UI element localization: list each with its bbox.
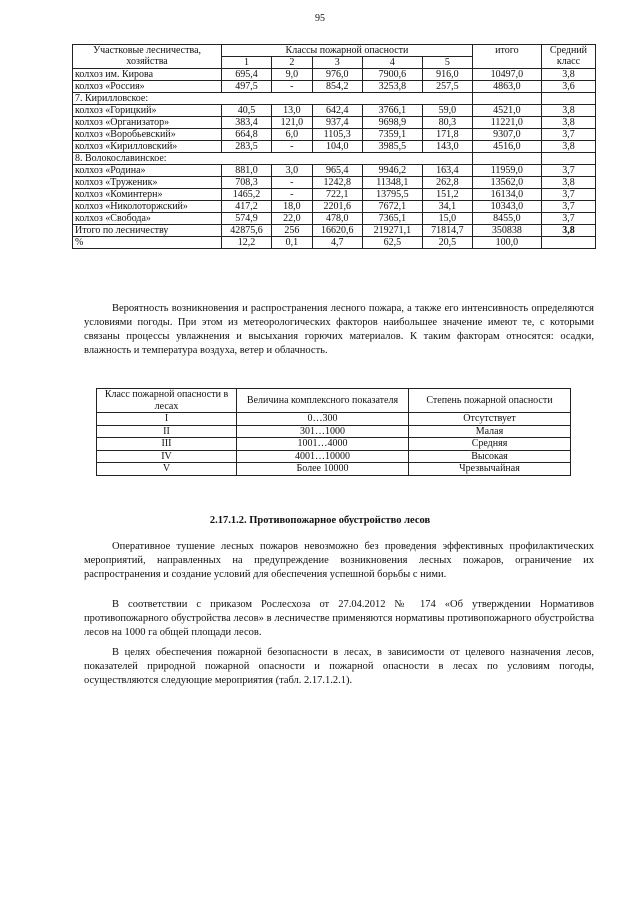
table-row — [73, 189, 596, 201]
section-label: 8. Волокославинское: — [73, 153, 473, 165]
paragraph-measures: В целях обеспечения пожарной безопасности в лесах, в зависимости от целевого назначения лесов, показателей природной пожарной опасности и пожарной опасности в лесах по условиям погоды, осуществляются следующие мероприятия (табл. 2.17.1.2.1). — [84, 647, 594, 686]
section-row — [73, 93, 596, 105]
table-cell: 0…300 — [237, 413, 409, 426]
row-label: колхоз «Горицкий» — [73, 105, 222, 117]
row-label: колхоз «Свобода» — [73, 213, 222, 225]
row-label: колхоз «Николоторжский» — [73, 201, 222, 213]
table-row — [73, 129, 596, 141]
section-heading: 2.17.1.2. Противопожарное обустройство лесов — [209, 515, 431, 526]
table-cell: 13795,5 — [362, 189, 423, 201]
table-cell: 7900,6 — [362, 69, 423, 81]
table-cell: 3,8 — [541, 225, 595, 237]
table-cell: 1105,3 — [312, 129, 362, 141]
table-cell: 497,5 — [222, 81, 272, 93]
table-cell: 417,2 — [222, 201, 272, 213]
table-cell: 80,3 — [423, 117, 473, 129]
table-cell: 976,0 — [312, 69, 362, 81]
empty-cell — [472, 93, 541, 105]
table-cell: 219271,1 — [362, 225, 423, 237]
paragraph-prevention: Оперативное тушение лесных пожаров невозможно без проведения эффективных профилактических мероприятий, направленных на предупреждение возникновения лесных пожаров, ограничение их распространения и создание условий для обеспечения успешной борьбы с ними. — [84, 541, 594, 580]
fire-class-scale-table — [96, 388, 571, 476]
table-row — [73, 141, 596, 153]
table-row — [73, 237, 596, 249]
table-row — [73, 165, 596, 177]
table-cell: 6,0 — [271, 129, 312, 141]
table-cell: 1242,8 — [312, 177, 362, 189]
table-cell: 7365,1 — [362, 213, 423, 225]
table-cell: - — [271, 141, 312, 153]
table-row — [97, 425, 571, 438]
table-row — [97, 450, 571, 463]
table-row — [97, 463, 571, 476]
row-label: Итого по лесничеству — [73, 225, 222, 237]
section-label: 7. Кирилловское: — [73, 93, 473, 105]
table-cell: - — [271, 81, 312, 93]
table-cell: 3,0 — [271, 165, 312, 177]
table-cell: 143,0 — [423, 141, 473, 153]
table-cell: 18,0 — [271, 201, 312, 213]
table-cell: 664,8 — [222, 129, 272, 141]
table-cell: 163,4 — [423, 165, 473, 177]
table-cell: 695,4 — [222, 69, 272, 81]
table-cell: 965,4 — [312, 165, 362, 177]
row-label: % — [73, 237, 222, 249]
table-cell: Малая — [409, 425, 571, 438]
table-cell: 3,7 — [541, 213, 595, 225]
table-cell: 708,3 — [222, 177, 272, 189]
header-class-5: 5 — [423, 57, 473, 69]
header-classes: Классы пожарной опасности — [222, 45, 473, 57]
table-cell: IV — [97, 450, 237, 463]
table-cell: 10497,0 — [472, 69, 541, 81]
row-label: колхоз «Кирилловский» — [73, 141, 222, 153]
table-cell: 642,4 — [312, 105, 362, 117]
table-cell: 3985,5 — [362, 141, 423, 153]
table-cell: 9946,2 — [362, 165, 423, 177]
table-cell: 3,8 — [541, 177, 595, 189]
table-cell: 11348,1 — [362, 177, 423, 189]
row-label: колхоз «Коминтерн» — [73, 189, 222, 201]
table-cell: III — [97, 438, 237, 451]
table-cell: 1465,2 — [222, 189, 272, 201]
table-cell: 3,7 — [541, 165, 595, 177]
header-fire-class: Класс пожарной опасности в лесах — [97, 389, 237, 413]
table-cell: 1001…4000 — [237, 438, 409, 451]
table-cell: 121,0 — [271, 117, 312, 129]
empty-cell — [472, 153, 541, 165]
table-cell: 16620,6 — [312, 225, 362, 237]
table-cell: 34,1 — [423, 201, 473, 213]
table-cell: 7359,1 — [362, 129, 423, 141]
row-label: колхоз им. Кирова — [73, 69, 222, 81]
table-cell: 3766,1 — [362, 105, 423, 117]
table-cell: V — [97, 463, 237, 476]
table-cell: Высокая — [409, 450, 571, 463]
table-row — [73, 81, 596, 93]
row-label: колхоз «Организатор» — [73, 117, 222, 129]
table-cell: 2201,6 — [312, 201, 362, 213]
table-cell: 15,0 — [423, 213, 473, 225]
header-total: итого — [472, 45, 541, 69]
table-cell: 4001…10000 — [237, 450, 409, 463]
table-cell: 104,0 — [312, 141, 362, 153]
table-cell: 3,6 — [541, 81, 595, 93]
table-cell: 62,5 — [362, 237, 423, 249]
table-cell: - — [271, 189, 312, 201]
table-cell: - — [271, 177, 312, 189]
table-row — [97, 438, 571, 451]
table-row — [97, 413, 571, 426]
table-cell: 478,0 — [312, 213, 362, 225]
table-cell: 3,7 — [541, 189, 595, 201]
table-cell: 3253,8 — [362, 81, 423, 93]
table-cell: 3,8 — [541, 141, 595, 153]
table-cell: 0,1 — [271, 237, 312, 249]
table-cell: 4521,0 — [472, 105, 541, 117]
table-cell: 9698,9 — [362, 117, 423, 129]
table-cell: 13,0 — [271, 105, 312, 117]
table-cell: 937,4 — [312, 117, 362, 129]
table-cell: 283,5 — [222, 141, 272, 153]
paragraph-order: В соответствии с приказом Рослесхоза от 27.04.2012 № 174 «Об утверждении Нормативов противопожарного обустройства лесов» в лесничестве применяются нормативы противопожарного обустройства лесов на 1000 га общей площади лесов. — [84, 599, 594, 638]
table-cell: 3,7 — [541, 201, 595, 213]
table-cell: 256 — [271, 225, 312, 237]
table-cell: 262,8 — [423, 177, 473, 189]
table-cell: 100,0 — [472, 237, 541, 249]
table-cell: 350838 — [472, 225, 541, 237]
section-row — [73, 153, 596, 165]
table-cell: 8455,0 — [472, 213, 541, 225]
header-index-value: Величина комплексного показателя — [237, 389, 409, 413]
header-unit: Участковые лесничества, хозяйства — [73, 45, 222, 69]
row-label: колхоз «Россия» — [73, 81, 222, 93]
header-danger-degree: Степень пожарной опасности — [409, 389, 571, 413]
table-cell: 151,2 — [423, 189, 473, 201]
class-table-body — [97, 413, 571, 476]
table-row — [73, 225, 596, 237]
table-cell: 4516,0 — [472, 141, 541, 153]
header-class-1: 1 — [222, 57, 272, 69]
table-cell: II — [97, 425, 237, 438]
table-cell: 10343,0 — [472, 201, 541, 213]
table-cell: 4,7 — [312, 237, 362, 249]
table-cell: 7672,1 — [362, 201, 423, 213]
table-cell: 40,5 — [222, 105, 272, 117]
table-cell: 13562,0 — [472, 177, 541, 189]
table-cell: 71814,7 — [423, 225, 473, 237]
table-cell: 574,9 — [222, 213, 272, 225]
table-cell: 3,8 — [541, 69, 595, 81]
fire-danger-by-farm-table — [72, 44, 596, 249]
table-cell: Отсутствует — [409, 413, 571, 426]
table-cell: 20,5 — [423, 237, 473, 249]
table-cell: 12,2 — [222, 237, 272, 249]
table-row — [73, 201, 596, 213]
table-row — [73, 117, 596, 129]
table-cell: 16134,0 — [472, 189, 541, 201]
table-row — [73, 105, 596, 117]
table-cell: Средняя — [409, 438, 571, 451]
table-cell: 854,2 — [312, 81, 362, 93]
row-label: колхоз «Родина» — [73, 165, 222, 177]
row-label: колхоз «Труженик» — [73, 177, 222, 189]
table-cell: 171,8 — [423, 129, 473, 141]
table-cell: Более 10000 — [237, 463, 409, 476]
empty-cell — [541, 93, 595, 105]
table-cell: 3,8 — [541, 105, 595, 117]
table-cell: 383,4 — [222, 117, 272, 129]
table-cell: 722,1 — [312, 189, 362, 201]
table-cell: 11959,0 — [472, 165, 541, 177]
table-cell: 3,7 — [541, 129, 595, 141]
header-class-2: 2 — [271, 57, 312, 69]
table-cell: 9307,0 — [472, 129, 541, 141]
table-cell: 257,5 — [423, 81, 473, 93]
table-row — [73, 69, 596, 81]
table-cell: 9,0 — [271, 69, 312, 81]
header-class-3: 3 — [312, 57, 362, 69]
header-class-4: 4 — [362, 57, 423, 69]
table-cell: Чрезвычайная — [409, 463, 571, 476]
table-cell: 22,0 — [271, 213, 312, 225]
table-cell: 916,0 — [423, 69, 473, 81]
table-cell: 4863,0 — [472, 81, 541, 93]
table-cell: I — [97, 413, 237, 426]
table-cell: 11221,0 — [472, 117, 541, 129]
header-avg-class: Средний класс — [541, 45, 595, 69]
empty-cell — [541, 153, 595, 165]
table-cell: 42875,6 — [222, 225, 272, 237]
table-row — [73, 213, 596, 225]
table-cell: 59,0 — [423, 105, 473, 117]
page-number: 95 — [315, 13, 325, 24]
table-cell: 301…1000 — [237, 425, 409, 438]
table-cell — [541, 237, 595, 249]
row-label: колхоз «Воробьевский» — [73, 129, 222, 141]
fire-table-body — [73, 69, 596, 249]
table-cell: 3,8 — [541, 117, 595, 129]
table-row — [73, 177, 596, 189]
paragraph-weather: Вероятность возникновения и распространения лесного пожара, а также его интенсивность определяются условиями погоды. При этом из метеорологических факторов наибольшее значение имеют те, с которыми связаны процессы увлажнения и высыхания горючих материалов. К таким факторам относятся: осадки, влажность и температура воздуха, ветер и облачность. — [84, 303, 594, 356]
table-cell: 881,0 — [222, 165, 272, 177]
